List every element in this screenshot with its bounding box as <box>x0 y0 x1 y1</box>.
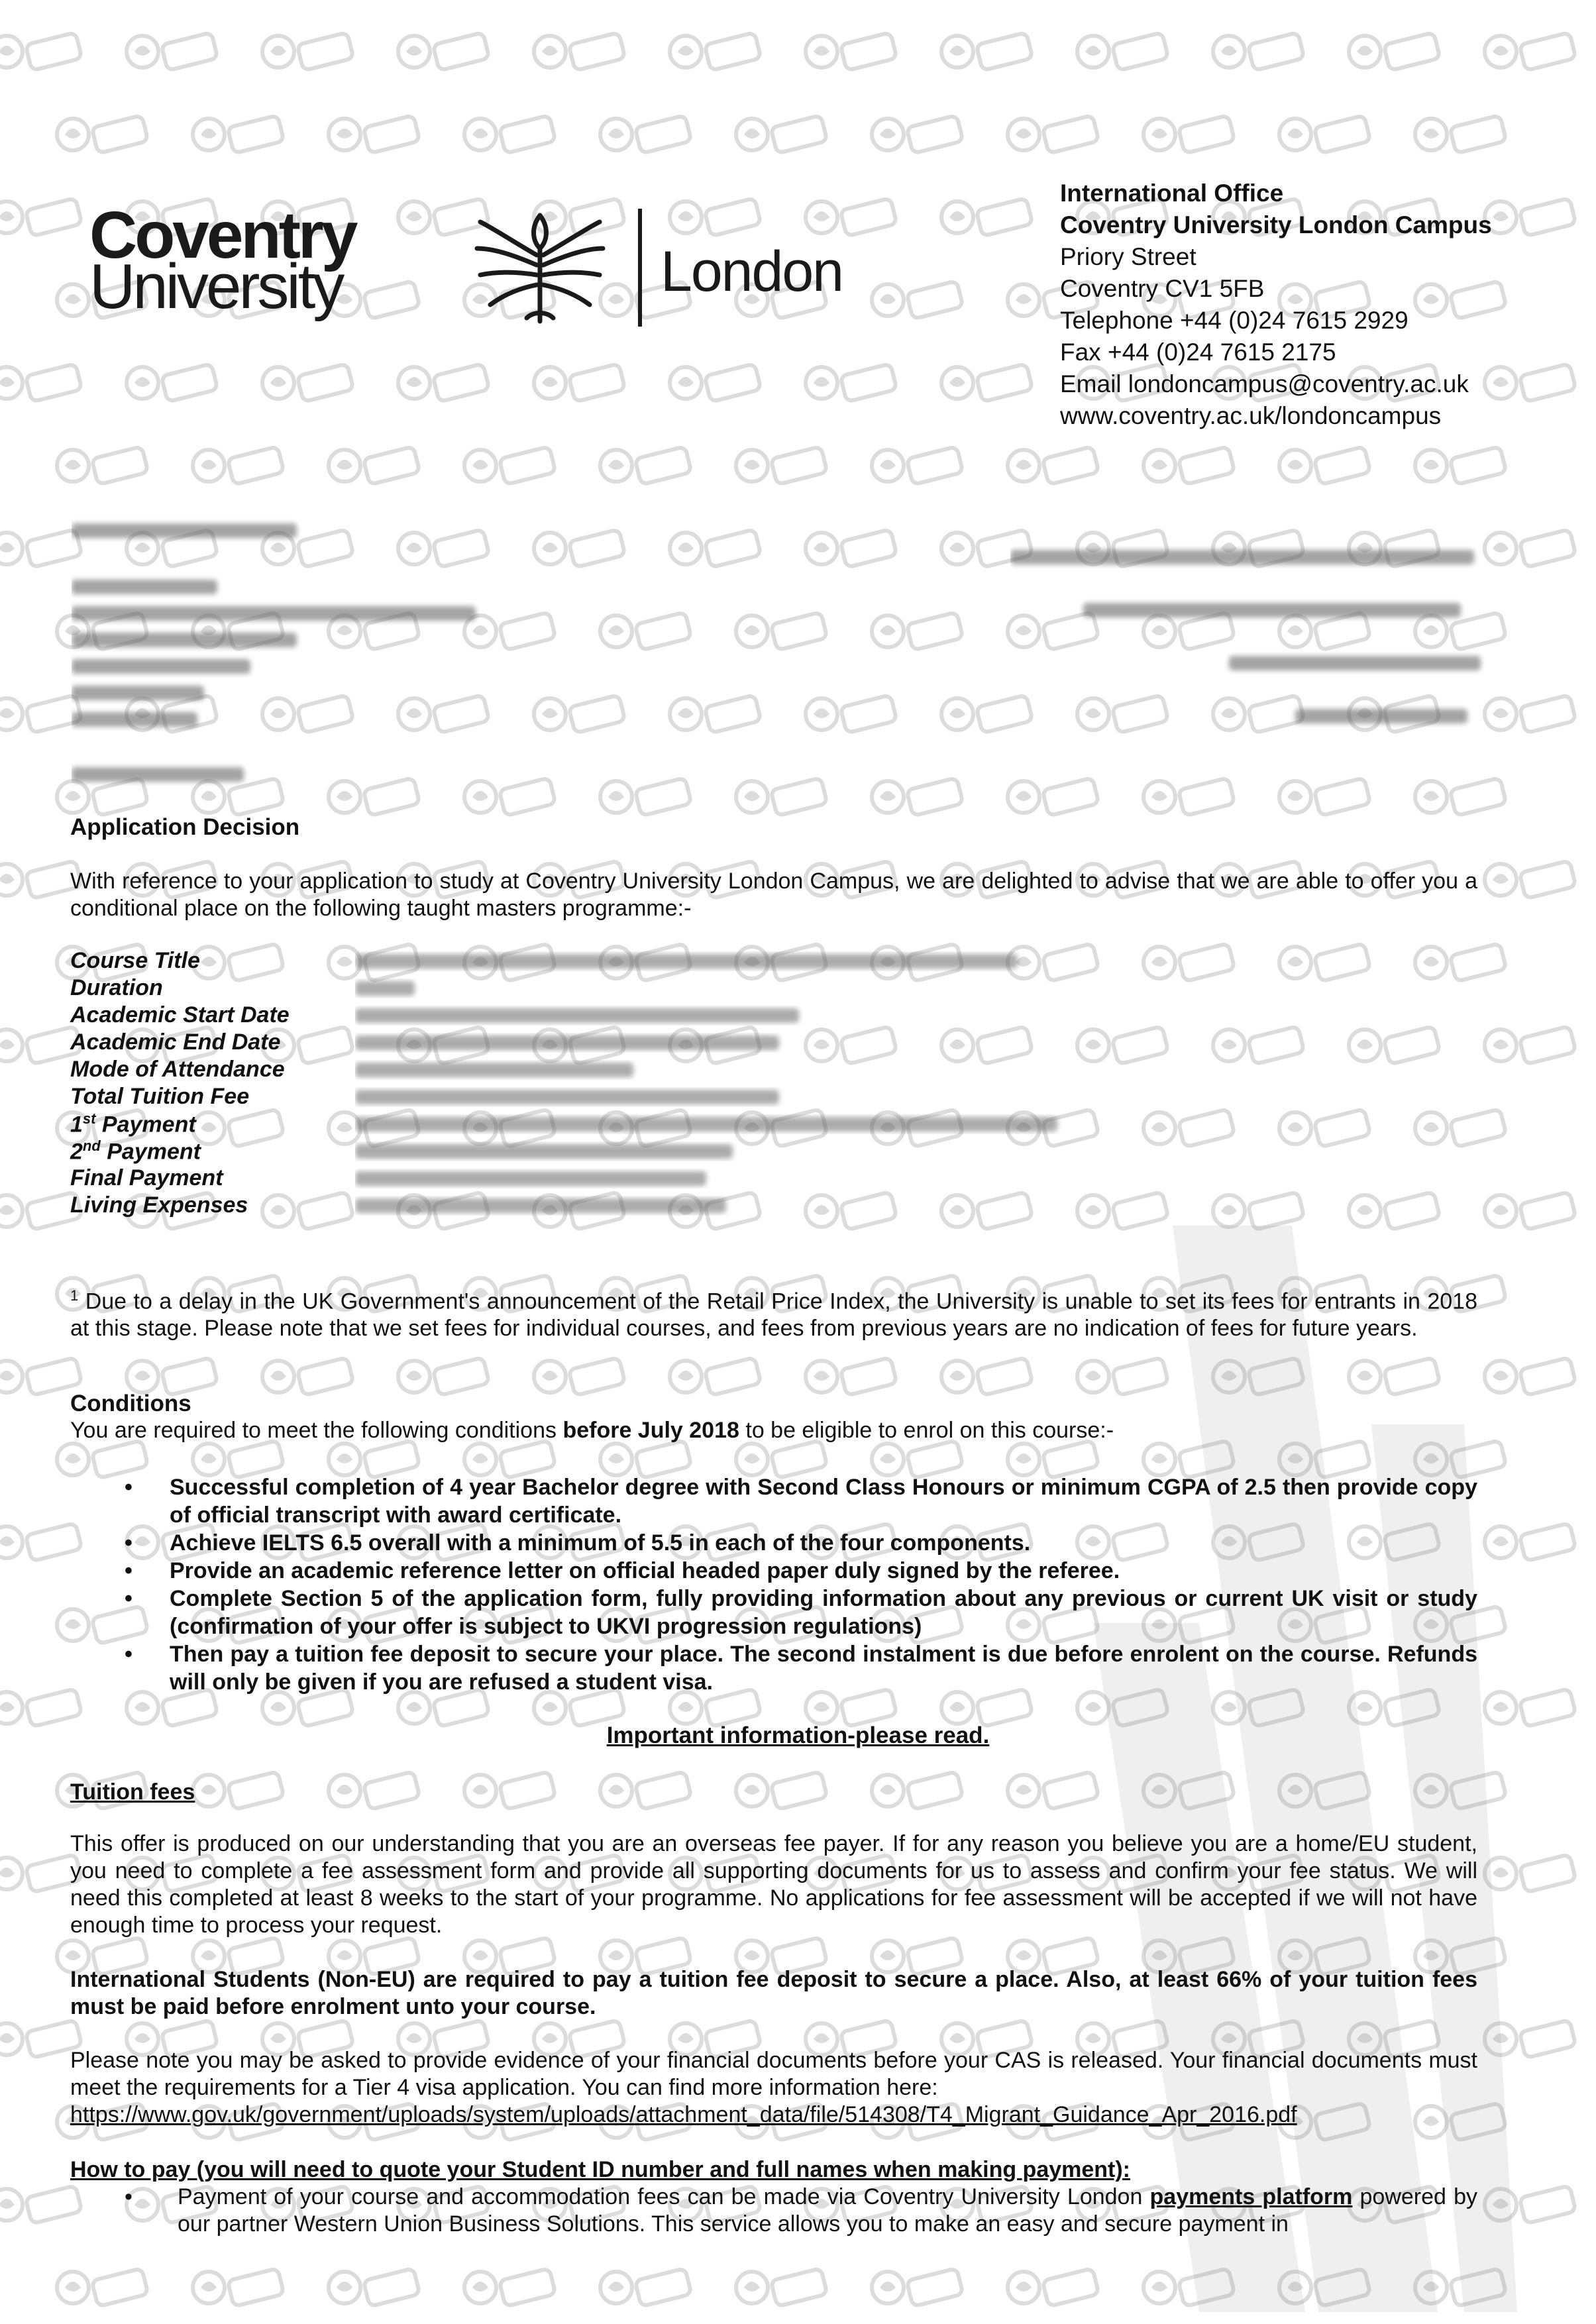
tuition-heading: Tuition fees <box>70 1779 195 1805</box>
course-row-living <box>70 1192 1097 1219</box>
conditions-intro: You are required to meet the following conditions before July 2018 to be eligible to enrol on this course:- <box>70 1418 1114 1443</box>
fax: Fax +44 (0)24 7615 2175 <box>1060 339 1336 366</box>
office-name: International Office <box>1060 180 1284 207</box>
tuition-paragraph-3: Please note you may be asked to provide evidence of your financial documents before your CAS is released. Your financial documents must meet the requirements for a Tier 4 visa application. You can find more information here: https://www.gov.uk/government/uploads/system/uploads/attachment_data/file/514308/T4_Migrant_Guidance_Apr_2016.pdf <box>70 2048 1477 2127</box>
visa-guidance-link[interactable]: https://www.gov.uk/government/uploads/system/uploads/attachment_data/file/514308/T4_Migrant_Guidance_Apr_2016.pdf <box>70 2102 1297 2127</box>
course-details-table <box>70 947 1097 1219</box>
payment1-label: 1st Payment <box>70 1110 196 1137</box>
tuition-label: Total Tuition Fee <box>70 1084 250 1109</box>
redacted-tuition <box>355 1087 885 1107</box>
logo-divider <box>638 209 642 327</box>
course-title-label: Course Title <box>70 948 200 973</box>
end-date-label: Academic End Date <box>70 1030 281 1055</box>
course-row-final <box>70 1165 1097 1192</box>
conditions-list <box>70 1473 1477 1696</box>
footnote-marker: 1 <box>70 1287 79 1304</box>
city: Coventry CV1 5FB <box>1060 275 1265 302</box>
tuition-paragraph-2: International Students (Non-EU) are required to pay a tuition fee deposit to secure a place. Also, at least 66% of your tuition fees must be paid before enrolment unto your course. <box>70 1967 1477 2019</box>
email[interactable]: Email londoncampus@coventry.ac.uk <box>1060 370 1469 397</box>
redacted-final-payment <box>355 1169 885 1188</box>
redacted-payment2 <box>355 1141 885 1161</box>
final-payment-label: Final Payment <box>70 1165 223 1190</box>
conditions-heading: Conditions <box>70 1391 191 1416</box>
decision-intro: With reference to your application to study at Coventry University London Campus, we are delighted to advise that we are able to offer you a conditional place on the following taught masters programme:- <box>70 869 1477 921</box>
decision-heading: Application Decision <box>70 814 300 840</box>
payments-platform-link[interactable]: payments platform <box>1149 2184 1353 2209</box>
redacted-course-title <box>355 951 1097 971</box>
campus-name: Coventry University London Campus <box>1060 211 1492 238</box>
condition-item: • Achieve IELTS 6.5 overall with a minimum of 5.5 in each of the four components. <box>125 1530 1031 1556</box>
course-row-start <box>70 1002 1097 1029</box>
redacted-payment1 <box>355 1114 1084 1134</box>
telephone: Telephone +44 (0)24 7615 2929 <box>1060 307 1409 334</box>
course-row-payment2 <box>70 1137 1097 1165</box>
conditions-section <box>70 1390 1477 1444</box>
living-label: Living Expenses <box>70 1192 248 1218</box>
phoenix-icon <box>474 202 606 328</box>
important-info-heading: Important information-please read. <box>606 1722 990 1748</box>
redacted-end-date <box>355 1033 885 1053</box>
start-date-label: Academic Start Date <box>70 1002 290 1028</box>
payment2-label: 2nd Payment <box>70 1137 201 1165</box>
course-row-tuition <box>70 1083 1097 1110</box>
condition-item: • Provide an academic reference letter on official headed paper duly signed by the referee. <box>125 1558 1120 1583</box>
redacted-mode <box>355 1060 753 1080</box>
course-row-mode <box>70 1056 1097 1083</box>
course-row-title <box>70 947 1097 975</box>
redacted-recipient-address <box>72 517 535 742</box>
redacted-salutation <box>72 762 270 788</box>
redacted-start-date <box>355 1006 885 1026</box>
condition-item: • Successful completion of 4 year Bachelor degree with Second Class Honours or minimum CGPA of 2.5 then provide copy of official transcript with award certificate. <box>125 1475 1477 1528</box>
street: Priory Street <box>1060 243 1197 270</box>
course-row-payment1 <box>70 1110 1097 1137</box>
redacted-duration <box>355 978 488 998</box>
university-logo <box>89 198 843 335</box>
redacted-living <box>355 1196 885 1216</box>
website[interactable]: www.coventry.ac.uk/londoncampus <box>1060 402 1442 429</box>
how-to-pay-heading: How to pay (you will need to quote your Student ID number and full names when making payment): <box>70 2157 1131 2182</box>
logo-word-university: University <box>89 251 343 322</box>
tuition-paragraph-1: This offer is produced on our understanding that you are an overseas fee payer. If for any reason you believe you are a home/EU student, you need to complete a fee assessment form and provide all supporting documents for us to assess and confirm your fee status. We will need this completed at least 8 weeks to the start of your programme. No applications for fee assessment will be accepted if we will not have enough time to process your request. <box>70 1831 1477 1938</box>
course-row-end <box>70 1029 1097 1056</box>
redacted-reference-block <box>1010 543 1487 742</box>
payment-list <box>70 2184 1477 2238</box>
duration-label: Duration <box>70 975 163 1000</box>
fee-footnote: $^1$ Due to a delay in the UK Government's announcement of the Retail Price Index, the University is unable to set its fees for entrants in 2018 at this stage. Please note that we set fees for individual courses, and fees from previous years are no indication of fees for future years. <box>70 1287 1477 1342</box>
payment-item: • Payment of your course and accommodation fees can be made via Coventry University London payments platform powered by our partner Western Union Business Solutions. This service allows you to make an easy and secure payment in <box>125 2184 1477 2237</box>
logo-word-london: London <box>661 240 843 303</box>
mode-label: Mode of Attendance <box>70 1057 285 1082</box>
condition-item: • Complete Section 5 of the application form, fully providing information about any previous or current UK visit or study (confirmation of your offer is subject to UKVI progression regulations) <box>125 1586 1477 1639</box>
condition-item: • Then pay a tuition fee deposit to secure your place. The second instalment is due before enrolent on the course. Refunds will only be given if you are refused a student visa. <box>125 1642 1477 1695</box>
logo-word-coventry: Coventry <box>89 198 356 272</box>
office-address <box>1060 178 1492 432</box>
course-row-duration <box>70 975 1097 1002</box>
